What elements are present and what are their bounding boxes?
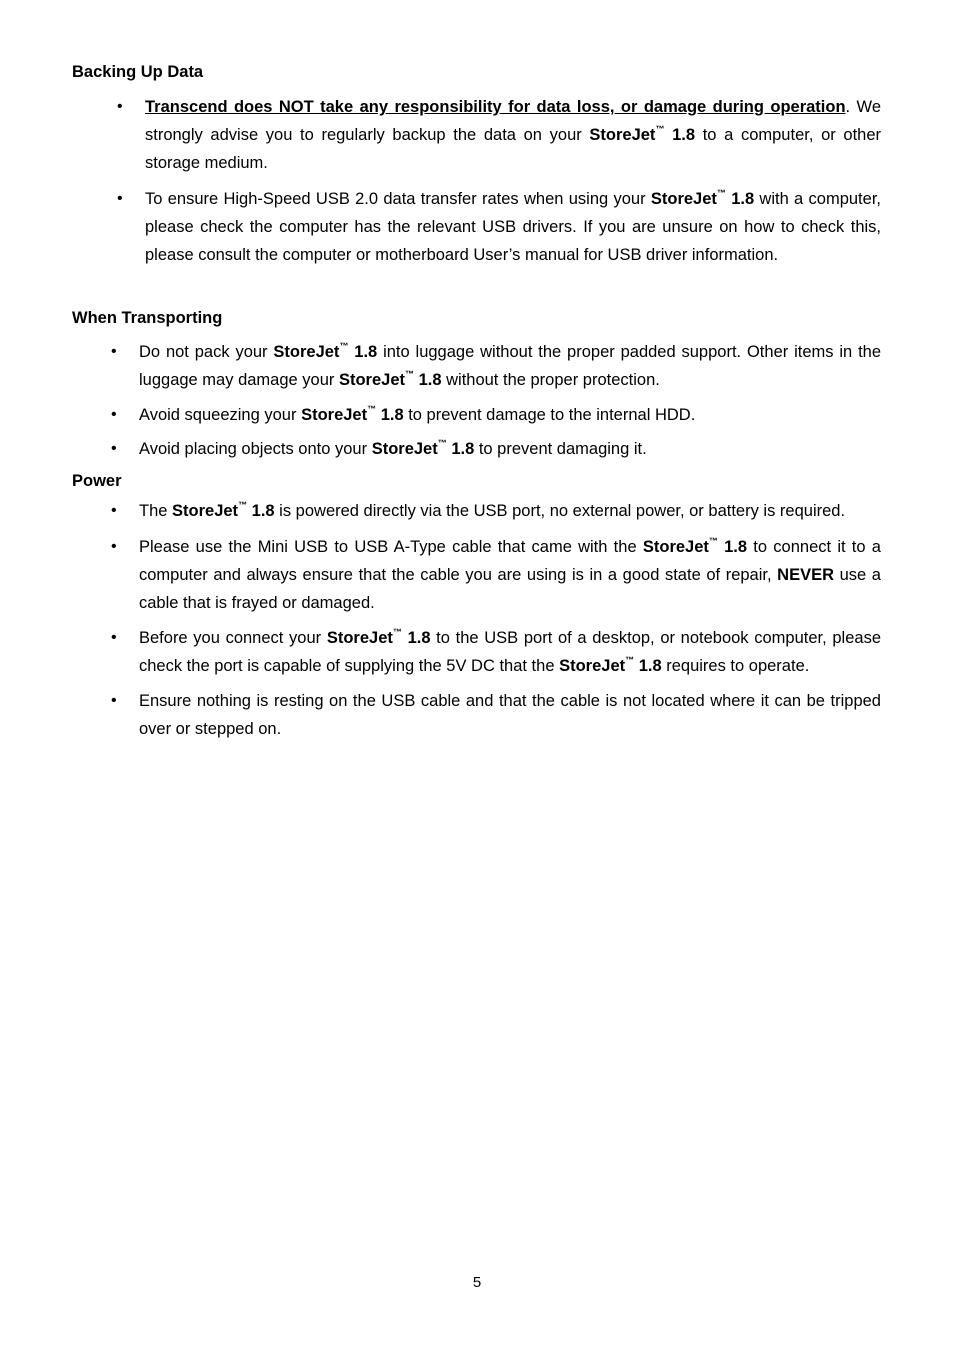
- list-item: [117, 93, 882, 177]
- bullet-icon: •: [111, 538, 117, 555]
- list-item: [111, 687, 881, 743]
- page-number: 5: [472, 1274, 482, 1291]
- list-item-text: Avoid placing objects onto your StoreJet™ 1.8 to prevent damaging it.: [139, 438, 647, 458]
- list-item-text: The StoreJet™ 1.8 is powered directly via the USB port, no external power, or battery is required.: [139, 500, 846, 520]
- list-item-text: Please use the Mini USB to USB A-Type cable that came with the StoreJet™ 1.8 to connect it to a computer and always ensure that the cable you are using is in a good state of repair, NEVER use a cable that is frayed or damaged.: [139, 536, 881, 612]
- bullet-icon: •: [111, 406, 117, 423]
- list-item: [117, 185, 881, 269]
- list-item-text: Avoid squeezing your StoreJet™ 1.8 to prevent damage to the internal HDD.: [139, 404, 696, 424]
- warning-text: Transcend does NOT take any responsibility for data loss, or damage during operation: [145, 98, 846, 116]
- transport-list: [0, 338, 954, 463]
- bullet-icon: •: [117, 190, 123, 207]
- heading-backing-up-data: Backing Up Data: [72, 63, 204, 81]
- list-item-text: Ensure nothing is resting on the USB cable and that the cable is not located where it can be tripped over or stepped on.: [139, 692, 881, 738]
- bullet-icon: •: [111, 343, 117, 360]
- bullet-icon: •: [111, 629, 117, 646]
- heading-power: Power: [72, 472, 122, 490]
- backup-list: [0, 93, 954, 269]
- bullet-icon: •: [117, 98, 123, 115]
- list-item-text: Before you connect your StoreJet™ 1.8 to the USB port of a desktop, or notebook computer, please check the port is capable of supplying the 5V DC that the StoreJet™ 1.8 requires to operate.: [139, 627, 881, 675]
- list-item: [111, 533, 881, 617]
- list-item: [111, 338, 881, 394]
- list-item: [111, 435, 881, 463]
- heading-when-transporting: When Transporting: [72, 309, 223, 327]
- list-item-text: Do not pack your StoreJet™ 1.8 into luggage without the proper padded support. Other items in the luggage may damage your StoreJet™ 1.8 without the proper protection.: [139, 341, 881, 389]
- list-item-text: To ensure High-Speed USB 2.0 data transfer rates when using your StoreJet™ 1.8 with a computer, please check the computer has the relevant USB drivers. If you are unsure on how to check this, please consult the computer or motherboard User’s manual for USB driver information.: [145, 188, 881, 264]
- list-item: [111, 497, 881, 525]
- bullet-icon: •: [111, 440, 117, 457]
- list-item: [111, 401, 881, 429]
- bullet-icon: •: [111, 502, 117, 519]
- power-list: [0, 497, 954, 743]
- list-item: [111, 624, 881, 680]
- bullet-icon: •: [111, 692, 117, 709]
- list-item-text: Transcend does NOT take any responsibility for data loss, or damage during operation. We strongly advise you to regularly backup the data on your StoreJet™ 1.8 to a computer, or other storage medium.: [145, 98, 882, 172]
